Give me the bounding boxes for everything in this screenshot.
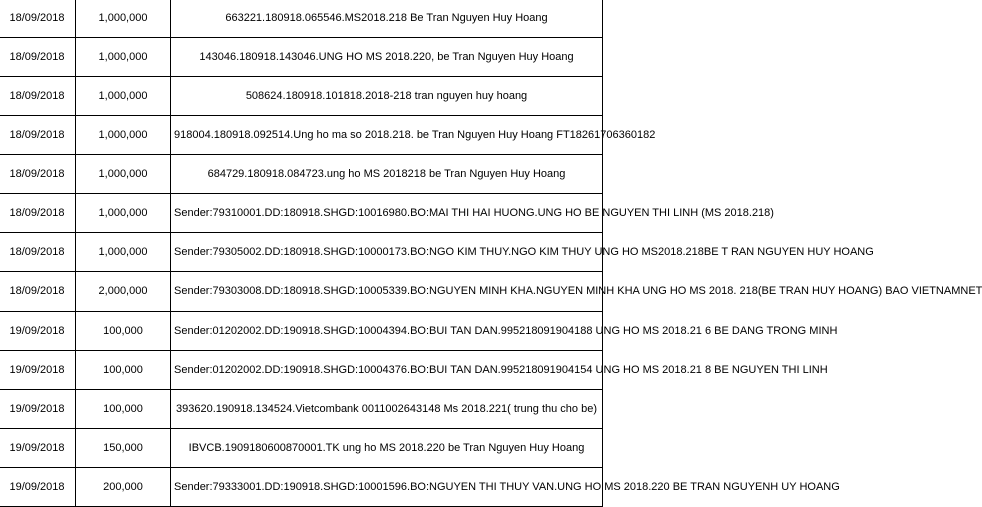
date-cell: 19/09/2018	[0, 312, 76, 351]
table-row	[0, 429, 603, 468]
description-cell: Sender:79333001.DD:190918.SHGD:10001596.BO:NGUYEN THI THUY VAN.UNG HO MS 2018.220 BE TRAN NGUYENH UY HOANG	[171, 468, 603, 507]
amount-cell: 100,000	[76, 390, 171, 429]
amount-cell: 1,000,000	[76, 116, 171, 155]
date-cell: 18/09/2018	[0, 116, 76, 155]
description-cell: 508624.180918.101818.2018-218 tran nguyen huy hoang	[171, 77, 603, 116]
description-cell: Sender:79305002.DD:180918.SHGD:10000173.BO:NGO KIM THUY.NGO KIM THUY UNG HO MS2018.218BE T RAN NGUYEN HUY HOANG	[171, 233, 603, 272]
amount-cell: 1,000,000	[76, 77, 171, 116]
amount-cell: 1,000,000	[76, 38, 171, 77]
date-cell: 18/09/2018	[0, 194, 76, 233]
table-row	[0, 77, 603, 116]
amount-cell: 100,000	[76, 312, 171, 351]
date-cell: 19/09/2018	[0, 429, 76, 468]
table-row	[0, 38, 603, 77]
date-cell: 18/09/2018	[0, 272, 76, 312]
description-cell: 393620.190918.134524.Vietcombank 0011002643148 Ms 2018.221( trung thu cho be)	[171, 390, 603, 429]
description-cell: 143046.180918.143046.UNG HO MS 2018.220, be Tran Nguyen Huy Hoang	[171, 38, 603, 77]
date-cell: 18/09/2018	[0, 233, 76, 272]
amount-cell: 200,000	[76, 468, 171, 507]
date-cell: 18/09/2018	[0, 155, 76, 194]
table-row	[0, 116, 603, 155]
amount-cell: 1,000,000	[76, 194, 171, 233]
date-cell: 19/09/2018	[0, 390, 76, 429]
date-cell: 19/09/2018	[0, 351, 76, 390]
description-cell: 663221.180918.065546.MS2018.218 Be Tran Nguyen Huy Hoang	[171, 0, 603, 38]
date-cell: 18/09/2018	[0, 38, 76, 77]
description-cell: Sender:01202002.DD:190918.SHGD:10004376.BO:BUI TAN DAN.995218091904154 UNG HO MS 2018.21 8 BE NGUYEN THI LINH	[171, 351, 603, 390]
table-row	[0, 194, 603, 233]
table-row	[0, 155, 603, 194]
amount-cell: 1,000,000	[76, 0, 171, 38]
table-row	[0, 233, 603, 272]
table-row	[0, 272, 603, 312]
table-row	[0, 351, 603, 390]
table-row	[0, 468, 603, 507]
amount-cell: 2,000,000	[76, 272, 171, 312]
date-cell: 18/09/2018	[0, 0, 76, 38]
amount-cell: 1,000,000	[76, 233, 171, 272]
description-cell: Sender:79310001.DD:180918.SHGD:10016980.BO:MAI THI HAI HUONG.UNG HO BE NGUYEN THI LINH (MS 2018.218)	[171, 194, 603, 233]
date-cell: 18/09/2018	[0, 77, 76, 116]
date-cell: 19/09/2018	[0, 468, 76, 507]
amount-cell: 1,000,000	[76, 155, 171, 194]
table-row	[0, 0, 603, 38]
table-row	[0, 390, 603, 429]
description-cell: Sender:01202002.DD:190918.SHGD:10004394.BO:BUI TAN DAN.995218091904188 UNG HO MS 2018.21 6 BE DANG TRONG MINH	[171, 312, 603, 351]
description-cell: Sender:79303008.DD:180918.SHGD:10005339.BO:NGUYEN MINH KHA.NGUYEN MINH KHA UNG HO MS 2018. 218(BE TRAN HUY HOANG) BAO VIETNAMNET	[171, 272, 603, 312]
amount-cell: 100,000	[76, 351, 171, 390]
description-cell: IBVCB.1909180600870001.TK ung ho MS 2018.220 be Tran Nguyen Huy Hoang	[171, 429, 603, 468]
amount-cell: 150,000	[76, 429, 171, 468]
description-cell: 684729.180918.084723.ung ho MS 2018218 be Tran Nguyen Huy Hoang	[171, 155, 603, 194]
table-row	[0, 312, 603, 351]
description-cell: 918004.180918.092514.Ung ho ma so 2018.218. be Tran Nguyen Huy Hoang FT18261706360182	[171, 116, 603, 155]
